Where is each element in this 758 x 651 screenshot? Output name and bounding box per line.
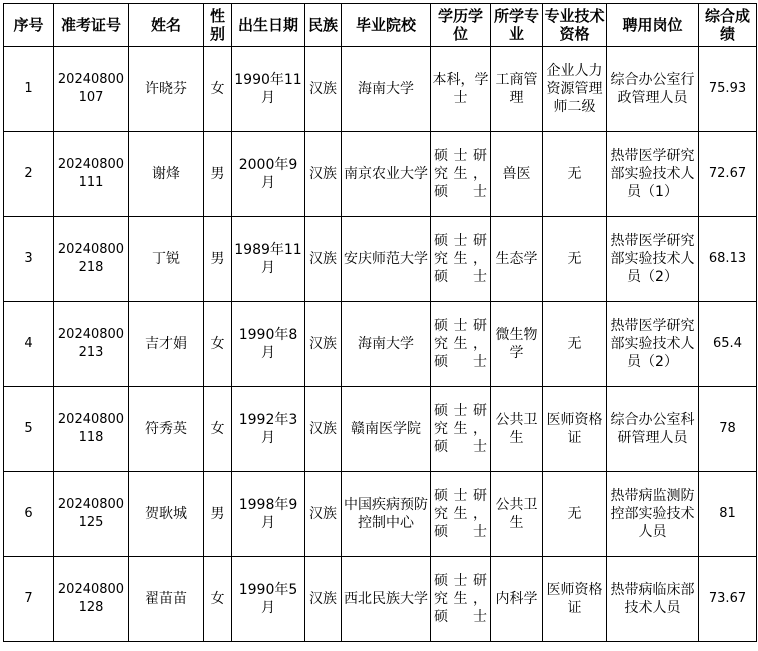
cell-position: 热带医学研究部实验技术人员（2） xyxy=(607,302,699,387)
cell-ethnicity: 汉族 xyxy=(305,132,342,217)
cell-score: 81 xyxy=(699,472,757,557)
cell-degree: 本科，学士 xyxy=(431,47,491,132)
cell-birth: 2000年9月 xyxy=(232,132,305,217)
header-exam-id: 准考证号 xyxy=(54,4,129,47)
cell-school: 海南大学 xyxy=(342,302,431,387)
cell-gender: 女 xyxy=(204,387,232,472)
cell-birth: 1990年11月 xyxy=(232,47,305,132)
cell-name: 贺耿城 xyxy=(129,472,204,557)
cell-gender: 女 xyxy=(204,557,232,642)
cell-qualification: 无 xyxy=(543,217,607,302)
cell-score: 78 xyxy=(699,387,757,472)
cell-birth: 1989年11月 xyxy=(232,217,305,302)
header-position: 聘用岗位 xyxy=(607,4,699,47)
cell-gender: 男 xyxy=(204,217,232,302)
cell-exam-id: 20240800218 xyxy=(54,217,129,302)
cell-position: 热带医学研究部实验技术人员（2） xyxy=(607,217,699,302)
cell-major: 公共卫生 xyxy=(491,472,543,557)
cell-major: 公共卫生 xyxy=(491,387,543,472)
cell-seq: 4 xyxy=(4,302,54,387)
cell-exam-id: 20240800128 xyxy=(54,557,129,642)
cell-score: 73.67 xyxy=(699,557,757,642)
header-name: 姓名 xyxy=(129,4,204,47)
cell-ethnicity: 汉族 xyxy=(305,557,342,642)
table-row xyxy=(4,47,757,132)
header-major: 所学专业 xyxy=(491,4,543,47)
table-row xyxy=(4,472,757,557)
results-table xyxy=(3,3,757,642)
cell-ethnicity: 汉族 xyxy=(305,472,342,557)
cell-qualification: 企业人力资源管理师二级 xyxy=(543,47,607,132)
cell-gender: 男 xyxy=(204,132,232,217)
cell-qualification: 无 xyxy=(543,302,607,387)
header-degree: 学历学位 xyxy=(431,4,491,47)
cell-name: 许晓芬 xyxy=(129,47,204,132)
table-row xyxy=(4,132,757,217)
cell-seq: 1 xyxy=(4,47,54,132)
cell-ethnicity: 汉族 xyxy=(305,387,342,472)
cell-name: 符秀英 xyxy=(129,387,204,472)
cell-seq: 3 xyxy=(4,217,54,302)
cell-major: 工商管理 xyxy=(491,47,543,132)
cell-school: 赣南医学院 xyxy=(342,387,431,472)
cell-birth: 1992年3月 xyxy=(232,387,305,472)
cell-position: 热带医学研究部实验技术人员（1） xyxy=(607,132,699,217)
cell-qualification: 无 xyxy=(543,132,607,217)
cell-degree: 硕士研究生，硕士 xyxy=(431,472,491,557)
cell-seq: 7 xyxy=(4,557,54,642)
cell-exam-id: 20240800111 xyxy=(54,132,129,217)
cell-ethnicity: 汉族 xyxy=(305,302,342,387)
cell-seq: 2 xyxy=(4,132,54,217)
table-row xyxy=(4,217,757,302)
cell-name: 翟苗苗 xyxy=(129,557,204,642)
cell-score: 72.67 xyxy=(699,132,757,217)
cell-position: 综合办公室科研管理人员 xyxy=(607,387,699,472)
cell-major: 内科学 xyxy=(491,557,543,642)
header-birth: 出生日期 xyxy=(232,4,305,47)
cell-seq: 5 xyxy=(4,387,54,472)
cell-exam-id: 20240800213 xyxy=(54,302,129,387)
cell-gender: 女 xyxy=(204,302,232,387)
cell-degree: 硕士研究生，硕士 xyxy=(431,557,491,642)
table-row xyxy=(4,302,757,387)
cell-birth: 1990年5月 xyxy=(232,557,305,642)
cell-birth: 1990年8月 xyxy=(232,302,305,387)
cell-qualification: 无 xyxy=(543,472,607,557)
cell-school: 西北民族大学 xyxy=(342,557,431,642)
cell-score: 75.93 xyxy=(699,47,757,132)
cell-school: 海南大学 xyxy=(342,47,431,132)
cell-ethnicity: 汉族 xyxy=(305,217,342,302)
cell-major: 生态学 xyxy=(491,217,543,302)
cell-school: 安庆师范大学 xyxy=(342,217,431,302)
cell-score: 65.4 xyxy=(699,302,757,387)
cell-name: 吉才娟 xyxy=(129,302,204,387)
header-qualification: 专业技术资格 xyxy=(543,4,607,47)
cell-seq: 6 xyxy=(4,472,54,557)
header-row xyxy=(4,4,757,47)
cell-exam-id: 20240800118 xyxy=(54,387,129,472)
header-score: 综合成绩 xyxy=(699,4,757,47)
table-row xyxy=(4,387,757,472)
cell-degree: 硕士研究生，硕士 xyxy=(431,132,491,217)
cell-qualification: 医师资格证 xyxy=(543,387,607,472)
cell-gender: 女 xyxy=(204,47,232,132)
cell-degree: 硕士研究生，硕士 xyxy=(431,217,491,302)
cell-school: 中国疾病预防控制中心 xyxy=(342,472,431,557)
cell-exam-id: 20240800125 xyxy=(54,472,129,557)
cell-name: 谢烽 xyxy=(129,132,204,217)
cell-exam-id: 20240800107 xyxy=(54,47,129,132)
cell-birth: 1998年9月 xyxy=(232,472,305,557)
cell-name: 丁锐 xyxy=(129,217,204,302)
header-ethnicity: 民族 xyxy=(305,4,342,47)
cell-degree: 硕士研究生，硕士 xyxy=(431,387,491,472)
cell-score: 68.13 xyxy=(699,217,757,302)
cell-major: 微生物学 xyxy=(491,302,543,387)
header-seq: 序号 xyxy=(4,4,54,47)
cell-degree: 硕士研究生，硕士 xyxy=(431,302,491,387)
cell-position: 综合办公室行政管理人员 xyxy=(607,47,699,132)
cell-school: 南京农业大学 xyxy=(342,132,431,217)
cell-position: 热带病监测防控部实验技术人员 xyxy=(607,472,699,557)
cell-position: 热带病临床部技术人员 xyxy=(607,557,699,642)
header-school: 毕业院校 xyxy=(342,4,431,47)
table-row xyxy=(4,557,757,642)
cell-qualification: 医师资格证 xyxy=(543,557,607,642)
header-gender: 性别 xyxy=(204,4,232,47)
cell-gender: 男 xyxy=(204,472,232,557)
cell-major: 兽医 xyxy=(491,132,543,217)
cell-ethnicity: 汉族 xyxy=(305,47,342,132)
